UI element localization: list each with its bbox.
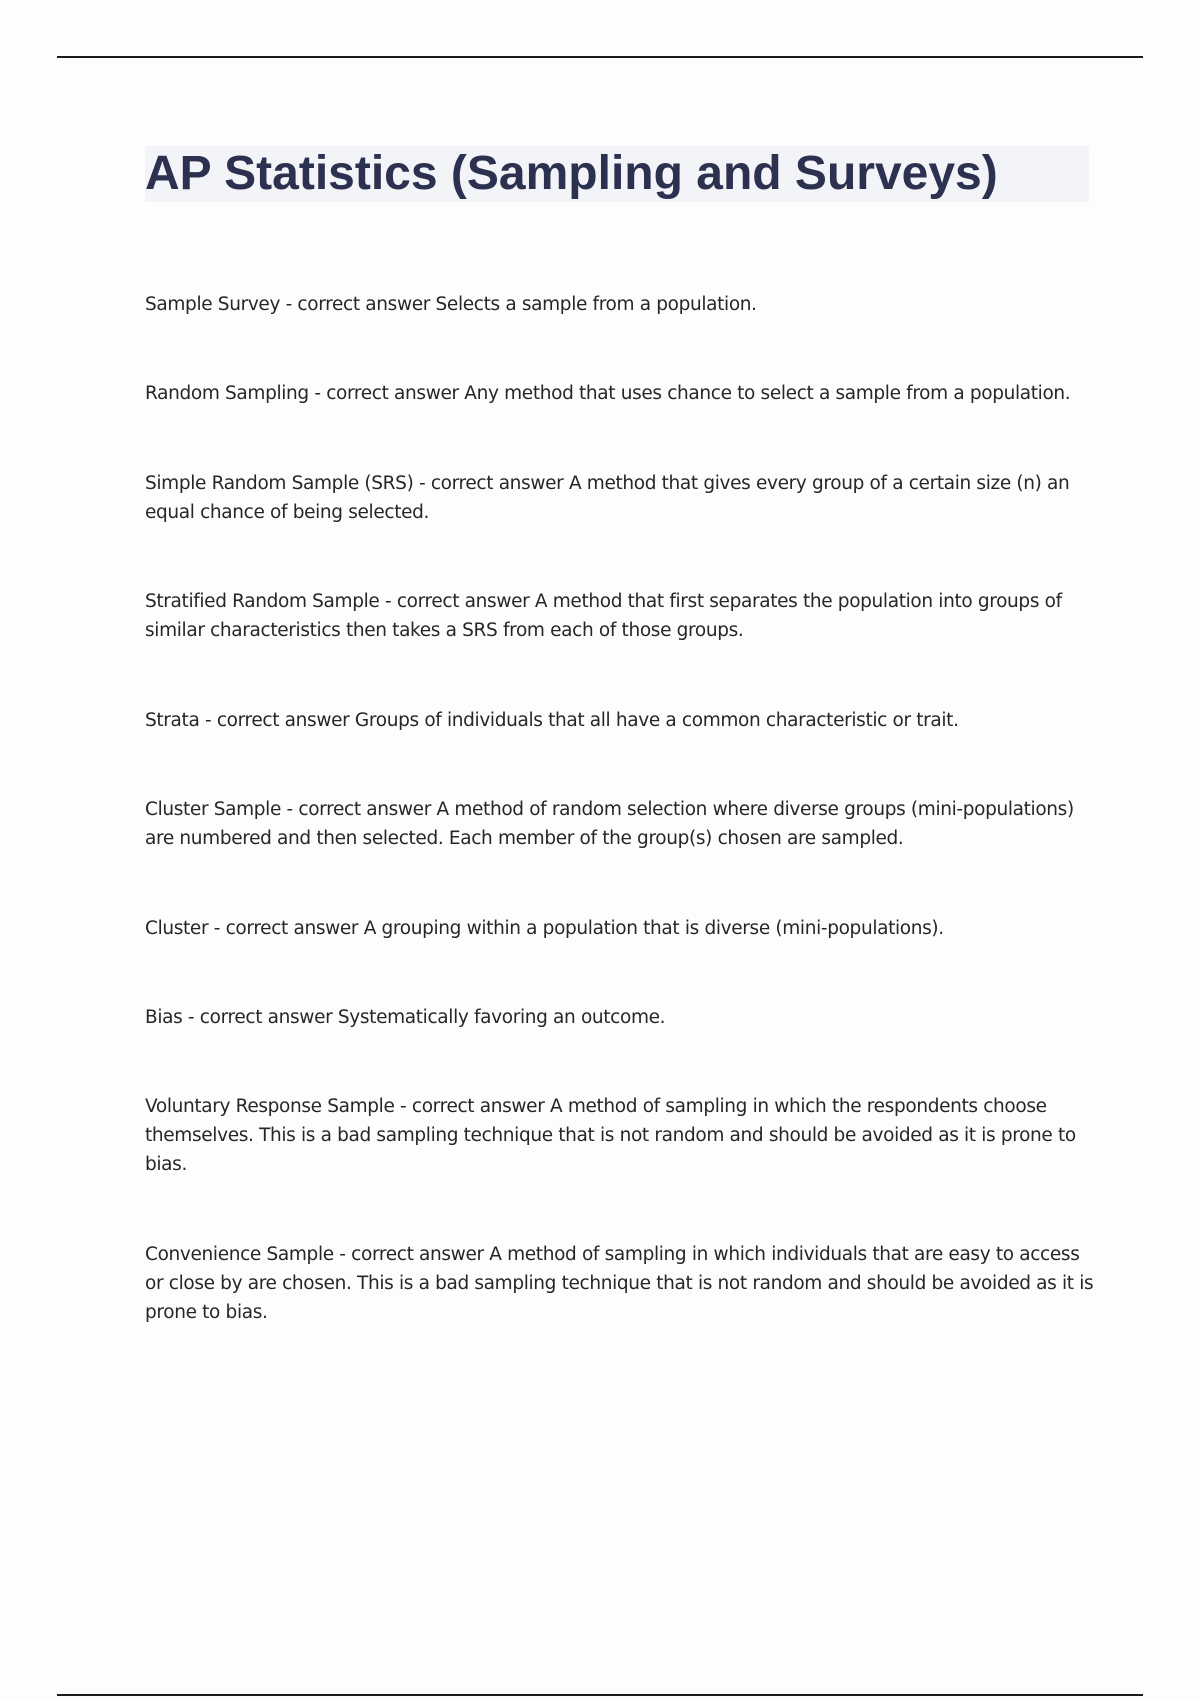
- definition-stratified-random-sample: Stratified Random Sample - correct answer A method that first separates the population into groups of similar characteristics then takes a SRS from each of those groups.: [145, 591, 1062, 641]
- definition-bias: Bias - correct answer Systematically favoring an outcome.: [145, 1007, 666, 1028]
- definition-voluntary-response-sample: Voluntary Response Sample - correct answer A method of sampling in which the respondents choose themselves. This is a bad sampling technique that is not random and should be avoided as it is prone to bias.: [145, 1096, 1076, 1175]
- footer-rule: [57, 1694, 1143, 1696]
- header-rule: [57, 56, 1143, 58]
- definition-convenience-sample: Convenience Sample - correct answer A method of sampling in which individuals that are easy to access or close by are chosen. This is a bad sampling technique that is not random and should be avoided as it is prone to bias.: [145, 1244, 1094, 1323]
- definition-cluster-sample: Cluster Sample - correct answer A method of random selection where diverse groups (mini-populations) are numbered and then selected. Each member of the group(s) chosen are sampled.: [145, 799, 1074, 849]
- definition-cluster: Cluster - correct answer A grouping within a population that is diverse (mini-populations).: [145, 918, 944, 939]
- definition-list: [145, 290, 1095, 1387]
- definition-simple-random-sample: Simple Random Sample (SRS) - correct answer A method that gives every group of a certain size (n) an equal chance of being selected.: [145, 473, 1070, 523]
- definition-sample-survey: Sample Survey - correct answer Selects a sample from a population.: [145, 294, 757, 315]
- definition-strata: Strata - correct answer Groups of individuals that all have a common characteristic or trait.: [145, 710, 959, 731]
- document-title: AP Statistics (Sampling and Surveys): [145, 147, 998, 200]
- definition-random-sampling: Random Sampling - correct answer Any method that uses chance to select a sample from a population.: [145, 383, 1071, 404]
